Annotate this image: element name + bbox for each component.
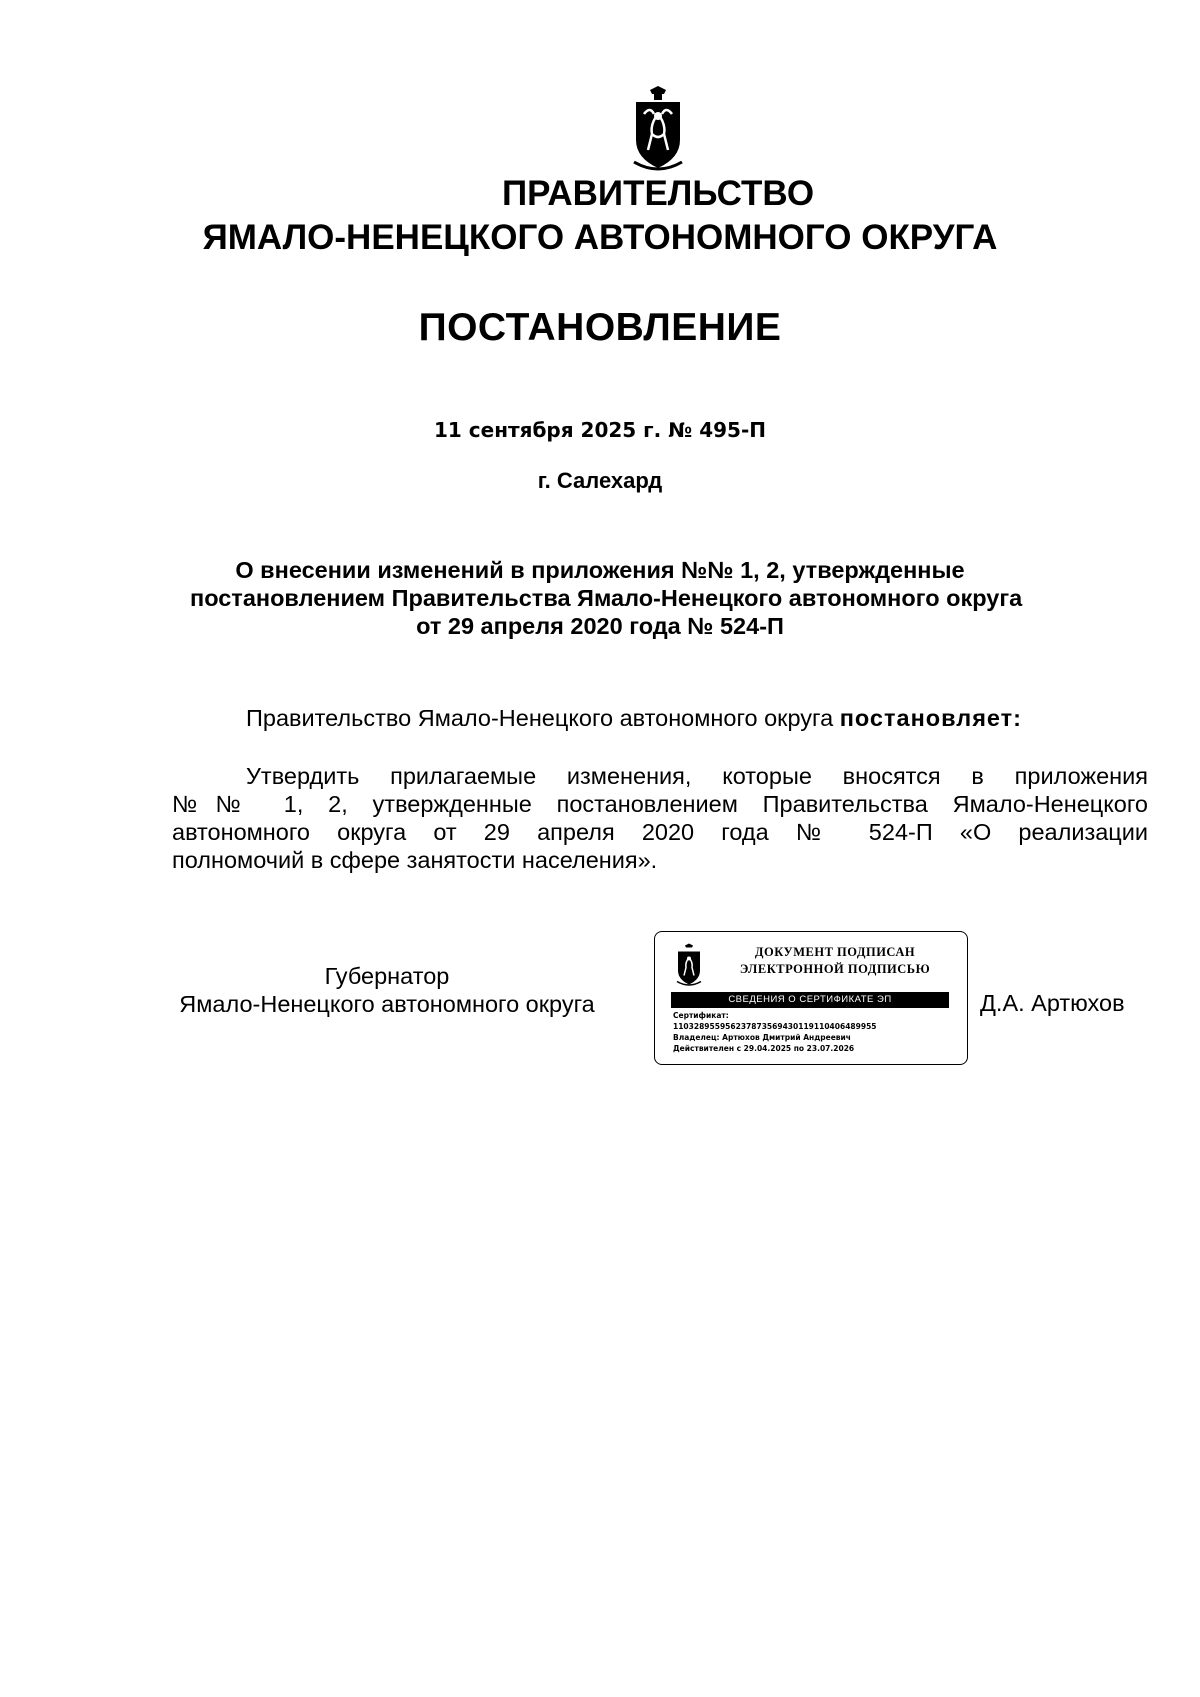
org-name-line2: ЯМАЛО-НЕНЕЦКОГО АВТОНОМНОГО ОКРУГА (202, 218, 998, 257)
cert-label: Сертификат: (673, 1011, 729, 1020)
date-and-number: 11 сентября 2025 г. № 495-П (433, 418, 766, 442)
paragraph-line: автономного округа от 29 апреля 2020 года № 524-П «О реализации (172, 819, 1148, 845)
stamp-heading-line: ЭЛЕКТРОННОЙ ПОДПИСЬЮ (739, 962, 931, 976)
stamp-certificate-bar: СВЕДЕНИЯ О СЕРТИФИКАТЕ ЭП (671, 992, 949, 1008)
subject-line: от 29 апреля 2020 года № 524-П (416, 613, 784, 639)
preamble-paragraph (246, 704, 1022, 732)
stamp-certificate-info (673, 1010, 877, 1054)
subject-line: О внесении изменений в приложения №№ 1, 2, утвержденные (235, 557, 965, 583)
cert-owner: Владелец: Артюхов Дмитрий Андреевич (673, 1033, 851, 1042)
position-line: Ямало-Ненецкого автономного округа (179, 991, 595, 1017)
paragraph-line: полномочий в сфере занятости населения». (172, 847, 658, 873)
city: г. Салехард (537, 468, 663, 493)
coat-of-arms-icon (630, 84, 686, 174)
paragraph-line: №№ 1, 2, утвержденные постановлением Правительства Ямало-Ненецкого (172, 791, 1148, 817)
document-type-title: ПОСТАНОВЛЕНИЕ (418, 306, 782, 349)
stamp-heading-line: ДОКУМЕНТ ПОДПИСАН (754, 945, 916, 959)
subject-line: постановлением Правительства Ямало-Ненецкого автономного округа (190, 585, 1023, 611)
cert-number: 110328955956237873569430119110406489955 (673, 1022, 877, 1031)
stamp-heading (715, 944, 955, 978)
position-line: Губернатор (324, 963, 450, 989)
cert-validity: Действителен с 29.04.2025 по 23.07.2026 (673, 1044, 855, 1053)
preamble-text: Правительство Ямало-Ненецкого автономного округа (246, 705, 840, 731)
electronic-signature-stamp (654, 931, 968, 1065)
resolution-paragraph (172, 762, 1148, 874)
stamp-coat-of-arms-icon (675, 942, 703, 988)
paragraph-line: Утвердить прилагаемые изменения, которые вносятся в приложения (246, 763, 1148, 789)
preamble-resolves: постановляет: (839, 705, 1022, 731)
org-name-line1: ПРАВИТЕЛЬСТВО (501, 174, 815, 213)
signatory-name: Д.А. Артюхов (980, 990, 1125, 1016)
document-subject (190, 556, 1023, 640)
signatory-position (172, 962, 602, 1018)
